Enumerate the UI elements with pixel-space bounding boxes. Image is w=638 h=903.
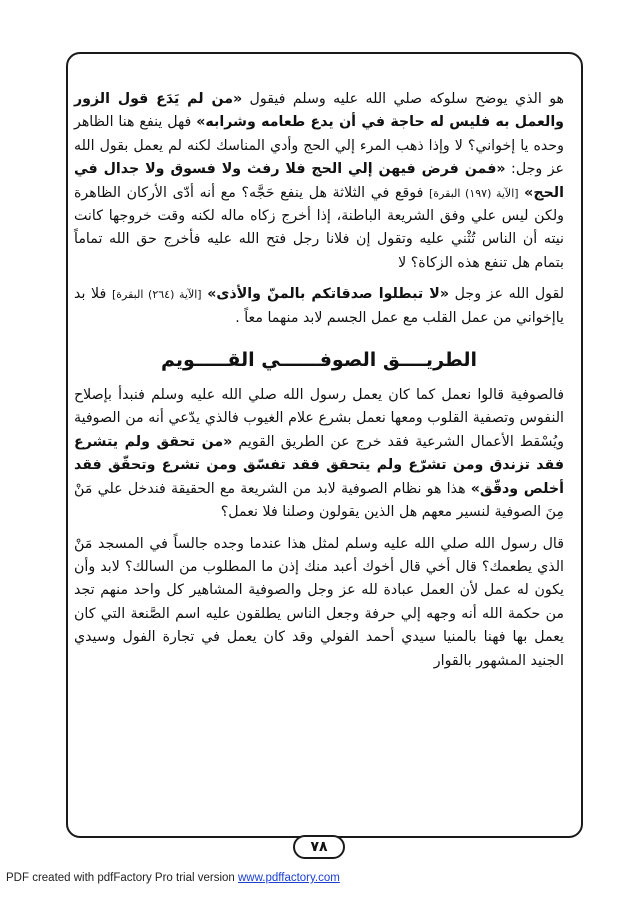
page-content <box>74 88 564 673</box>
section-paragraph-1 <box>74 384 564 524</box>
hadith-quote: «من لم يَدَع قول الزور والعمل به فليس له حاجة في أن يدع طعامه وشرابه» <box>74 91 564 131</box>
quran-quote: «لا تبطلوا صدقاتكم بالمنّ والأذى» <box>207 286 450 303</box>
saying-quote: «من تحقق ولم يتشرع فقد تزندق ومن تشرّع ولم يتحقق فقد تفسّق ومن تشرع وتحقّق فقد أخلص ودقّق» <box>74 433 564 497</box>
text-run: هو الذي يوضح سلوكه صلي الله عليه وسلم فيقول <box>242 91 565 107</box>
footer-text: PDF created with pdfFactory Pro trial version <box>6 872 238 884</box>
text-run: لقول الله عز وجل <box>449 286 565 303</box>
footer-link[interactable]: www.pdffactory.com <box>238 872 340 884</box>
text-run: فلا بد ياإخواني من عمل القلب مع عمل الجسم لابد منهما معاً . <box>74 286 564 326</box>
text-run: قال رسول الله صلي الله عليه وسلم لمثل هذا عندما وجده جالساً في المسجد مَنْ الذي يطعمك؟ قال أخي قال أخوك أعبد منك إذن ما المطلوب من السالك؟ لابد وأن يكون له عمل لأن العمل عبادة لله عز وجل والصوفية المشاهير كل واحد منهم تجد من حكمة الله أنه وجهه إلي حرفة وجعل الناس يطلقون عليه اسم الصَّنعة التي كان يعمل بها فهنا بالمنيا سيدي أحمد الفولي وقد كان يعمل في تجارة الفول وسيدي الجنيد المشهور بالقوار <box>74 535 564 669</box>
paragraph-2 <box>74 283 564 330</box>
verse-reference: [الآية (٢٦٤) البقرة] <box>111 288 202 302</box>
paragraph-1 <box>74 88 564 275</box>
section-paragraph-2 <box>74 533 564 673</box>
page-number-badge <box>293 835 345 859</box>
section-title: الطريــــق الصوفــــــي القـــــويم <box>160 349 478 372</box>
text-run: فالصوفية قالوا نعمل كما كان يعمل رسول الله صلي الله عليه وسلم فنبدأ بإصلاح النفوس وتصفية القلوب ومعها نعمل بشرع علام الغيوب فالذي يدّعي أنه من الصوفية ويُسْقط الأعمال الشرعية فقد خرج عن الطريق القويم <box>74 387 564 450</box>
page-number: ٧٨ <box>310 839 328 855</box>
quran-quote: «فمن فرض فيهن إلي الحج فلا رفث ولا فسوق ولا جدال في الحج» <box>74 161 564 201</box>
pdf-footer <box>6 872 340 884</box>
text-run: هذا هو نظام الصوفية لابد من الشريعة مع الحقيقة فندخل علي مَنْ مِنَ الصوفية لنسير معهم هل الذين يقولون وصلنا فلا نعمل؟ <box>74 480 564 521</box>
verse-reference: [الآية (١٩٧) البقرة] <box>429 186 519 200</box>
text-run: فهل ينفع هنا الظاهر وحده يا إخواني؟ لا وإذا ذهب المرء إلي الحج وأدي المناسك لكنه لم يعمل بقول الله عز وجل: <box>74 114 564 178</box>
text-run: فوقع في الثلاثة هل ينفع حَجَّه؟ مع أنه أدّى الأركان الظاهرة ولكن ليس علي وفق الشريعة الباطنة، إذا أخرج زكاه ماله لكنه وقت خروجها كانت نيته أن الناس تُثْني عليه وتقول إن فلانا رجل فتح الله عليه فأخرج حق الله تماماً بتمام هل تنفع هذه الزكاة؟ لا <box>74 184 564 271</box>
